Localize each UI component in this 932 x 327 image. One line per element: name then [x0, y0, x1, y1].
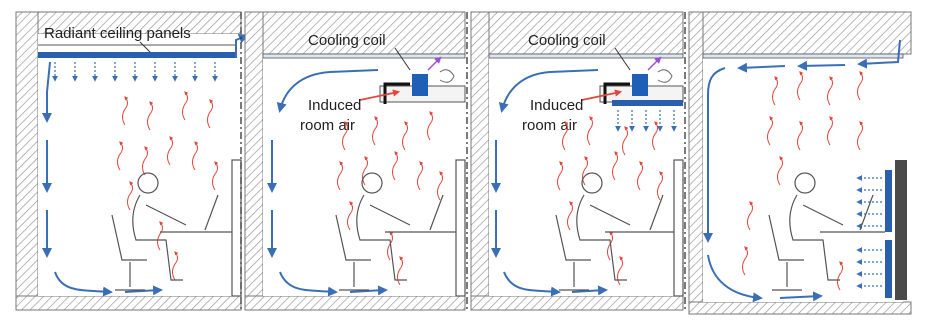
cooling-coil	[632, 74, 648, 96]
ceiling-line	[489, 54, 683, 58]
facade-window	[895, 160, 907, 300]
panel-3-label: Cooling coil	[528, 32, 606, 49]
room-space	[38, 34, 241, 296]
panel-2-label: Cooling coil	[308, 32, 386, 49]
panel-1-label: Radiant ceiling panels	[44, 25, 191, 42]
induced-label-1: Induced	[530, 97, 584, 114]
floor-slab	[471, 296, 683, 310]
facade-radiant-panel-upper	[885, 170, 892, 232]
induced-label-2: room air	[522, 117, 578, 134]
ceiling-slab	[689, 12, 911, 54]
panel-1-radiant-ceiling	[16, 12, 246, 312]
induced-label-1: Induced	[308, 97, 362, 114]
panel-2-chilled-beam	[245, 12, 467, 312]
left-wall	[245, 12, 263, 308]
panel-3-active-beam-downflow	[471, 12, 685, 312]
cooling-coil	[412, 74, 428, 96]
panel-4-radiant-facade	[689, 12, 911, 314]
floor-slab	[245, 296, 465, 310]
radiant-panel	[38, 52, 236, 58]
facade-radiant-panel-lower	[885, 240, 892, 298]
left-wall	[471, 12, 489, 308]
floor-slab	[16, 296, 241, 310]
ceiling-line	[703, 54, 903, 58]
left-wall	[16, 12, 38, 308]
floor-slab	[689, 302, 911, 314]
left-wall	[689, 12, 703, 314]
radiant-panel	[612, 100, 683, 106]
induced-label-2: room air	[300, 117, 356, 134]
ceiling-line	[263, 54, 465, 58]
